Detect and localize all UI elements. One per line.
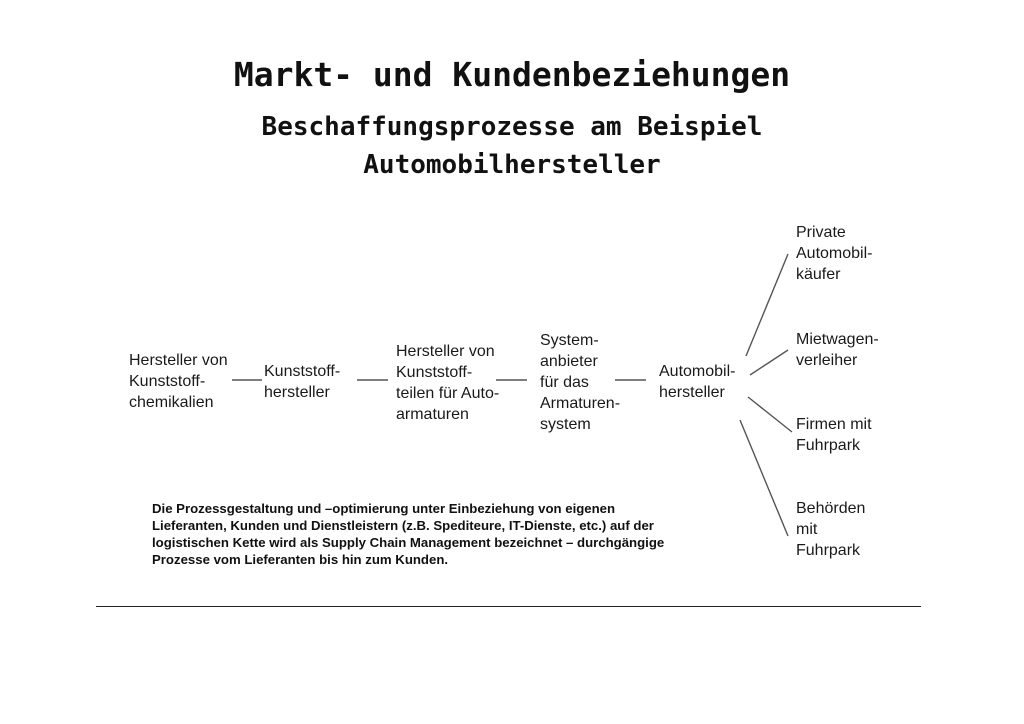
subtitle-line-1: Beschaffungsprozesse am Beispiel: [261, 112, 763, 142]
branch-companies: [748, 397, 792, 432]
subtitle-line-2: Automobilhersteller: [363, 150, 661, 180]
branch-private: [746, 254, 788, 356]
node-chemical-manufacturer: Hersteller von Kunststoff- chemikalien: [129, 352, 228, 411]
node-system-supplier: System- anbieter für das Armaturen- system: [540, 332, 621, 433]
supply-chain-note: Die Prozessgestaltung und –optimierung unter Einbeziehung von eigenen Lieferanten, Kunden und Dienstleistern (z.B. Spediteure, IT-Dienste, etc.) auf der logistischen Kette wird als Supply Chain Management bezeichnet – durchgängige Prozesse vom Lieferanten bis hin zum Kunden.: [152, 501, 665, 567]
customer-authorities: Behörden mit Fuhrpark: [796, 500, 866, 559]
customer-rental-companies: Mietwagen- verleiher: [796, 331, 879, 369]
customer-fleet-companies: Firmen mit Fuhrpark: [796, 416, 872, 454]
node-plastic-parts-manufacturer: Hersteller von Kunststoff- teilen für Auto- armaturen: [396, 343, 500, 423]
customer-private-buyers: Private Automobil- käufer: [796, 224, 873, 283]
branch-rental: [750, 350, 788, 375]
node-plastics-manufacturer: Kunststoff- hersteller: [264, 363, 341, 401]
footer-divider: [96, 606, 921, 607]
page-title: Markt- und Kundenbeziehungen: [233, 55, 791, 94]
node-car-manufacturer: Automobil- hersteller: [659, 363, 736, 401]
branch-authorities: [740, 420, 788, 536]
